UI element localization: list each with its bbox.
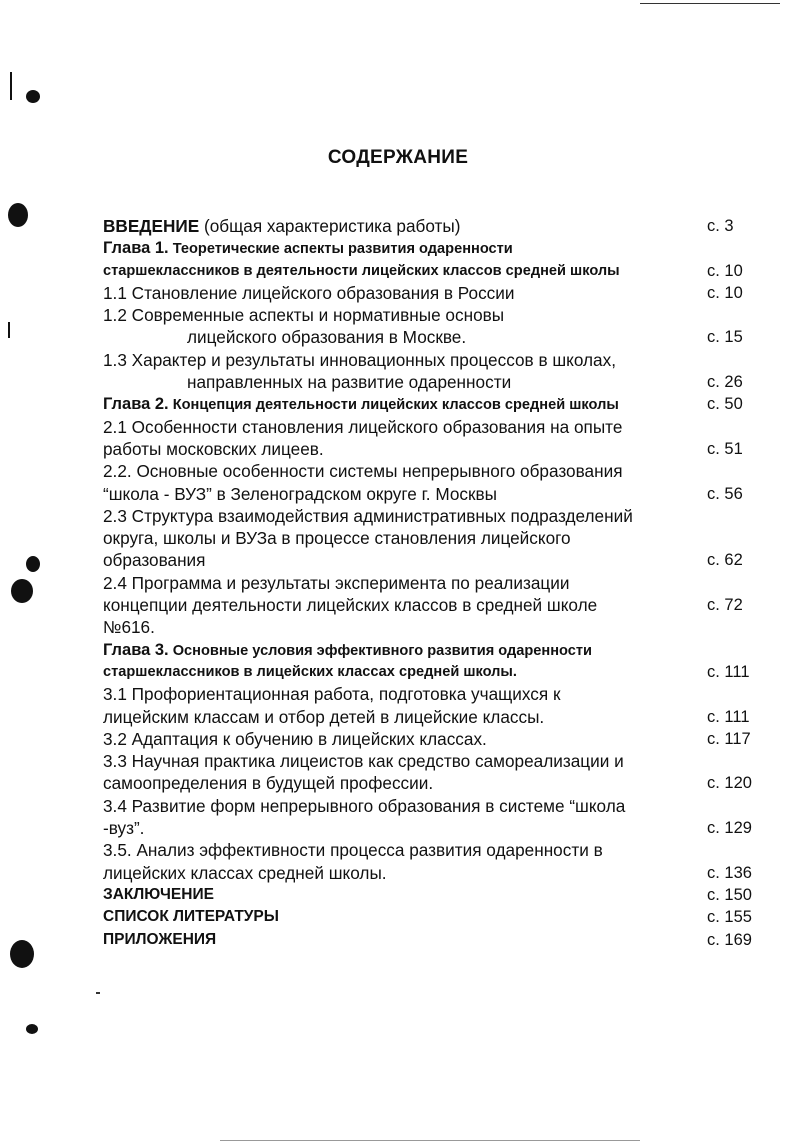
page-number: с. 10: [707, 261, 743, 280]
toc-chapter: [103, 237, 783, 259]
toc-chapter-cont: [103, 661, 783, 683]
entry-text: лицейским классам и отбор детей в лицейские классы.: [103, 706, 545, 727]
toc-entry: [103, 460, 783, 482]
entry-text: ЗАКЛЮЧЕНИЕ: [103, 885, 214, 903]
scan-edge-mark: [8, 322, 10, 338]
page-number: с. 150: [707, 885, 752, 904]
scan-speck: [96, 992, 100, 994]
toc-entry-cont: [103, 616, 783, 638]
toc-entry-cont: [103, 371, 783, 393]
page-number: с. 26: [707, 373, 743, 392]
chapter-number: Глава 2.: [103, 395, 169, 414]
entry-text: 2.1 Особенности становления лицейского образования на опыте: [103, 416, 623, 437]
toc-entry-cont: [103, 706, 783, 728]
entry-text: самоопределения в будущей профессии.: [103, 773, 434, 794]
toc-entry: [103, 282, 783, 304]
entry-text: старшеклассников в лицейских классах средней школы.: [103, 663, 517, 680]
toc-entry-cont: [103, 438, 783, 460]
page-number: с. 155: [707, 908, 752, 927]
entry-label-bold: ВВЕДЕНИЕ: [103, 216, 200, 236]
binder-hole-mark: [26, 556, 40, 572]
page-number: с. 10: [707, 283, 743, 302]
toc-entry: [103, 750, 783, 772]
toc-entry-cont: [103, 594, 783, 616]
entry-text: 3.4 Развитие форм непрерывного образования в системе “школа: [103, 795, 626, 816]
entry-text: 1.3 Характер и результаты инновационных процессов в школах,: [103, 349, 616, 370]
toc-entry: [103, 728, 783, 750]
page-number: с. 15: [707, 328, 743, 347]
entry-text: 1.1 Становление лицейского образования в России: [103, 282, 515, 303]
toc-section-references: [103, 906, 783, 928]
entry-text: 3.5. Анализ эффективности процесса развития одаренности в: [103, 840, 603, 861]
entry-text: №616.: [103, 617, 155, 638]
entry-text: (общая характеристика работы): [204, 216, 461, 236]
page-number: с. 111: [707, 707, 750, 726]
page-number: с. 62: [707, 551, 743, 570]
page-number: с. 169: [707, 930, 752, 949]
toc-entry: [103, 349, 783, 371]
entry-text: “школа - ВУЗ” в Зеленоградском округе г. Москвы: [103, 483, 498, 504]
chapter-number: Глава 3.: [103, 640, 169, 659]
toc-entry: [103, 304, 783, 326]
toc-entry-cont: [103, 862, 783, 884]
toc-entry: [103, 215, 783, 237]
scan-edge-mark: [10, 72, 12, 100]
entry-text: старшеклассников в деятельности лицейских классов средней школы: [103, 262, 620, 279]
entry-text: лицейских классах средней школы.: [103, 862, 387, 883]
entry-text: -вуз”.: [103, 818, 145, 839]
entry-text: Глава 1. Теоретические аспекты развития одаренности: [103, 239, 513, 258]
page-number: с. 129: [707, 819, 752, 838]
entry-text: округа, школы и ВУЗа в процессе становления лицейского: [103, 528, 571, 549]
binder-hole-mark: [26, 90, 40, 103]
toc-entry-cont: [103, 326, 783, 348]
toc-entry: [103, 683, 783, 705]
page-number: с. 111: [707, 662, 750, 681]
entry-text: 3.3 Научная практика лицеистов как средство самореализации и: [103, 751, 624, 772]
toc-chapter: [103, 393, 783, 415]
page-number: с. 51: [707, 439, 743, 458]
chapter-number: Глава 1.: [103, 239, 169, 258]
entry-text: ПРИЛОЖЕНИЯ: [103, 930, 217, 948]
toc-entry-cont: [103, 527, 783, 549]
toc-entry: [103, 416, 783, 438]
entry-text: работы московских лицеев.: [103, 438, 324, 459]
toc-entry: [103, 572, 783, 594]
entry-text: СПИСОК ЛИТЕРАТУРЫ: [103, 908, 279, 926]
page-number: с. 3: [707, 217, 734, 235]
entry-text: 1.2 Современные аспекты и нормативные основы: [103, 305, 505, 326]
toc-section-conclusion: [103, 884, 783, 906]
binder-hole-mark: [11, 579, 33, 603]
entry-text: направленных на развитие одаренности: [187, 372, 512, 393]
entry-text: концепции деятельности лицейских классов в средней школе: [103, 595, 598, 616]
toc-entry: [103, 839, 783, 861]
entry-text: лицейского образования в Москве.: [187, 327, 467, 348]
toc-section-appendices: [103, 929, 783, 951]
entry-text: 2.4 Программа и результаты эксперимента по реализации: [103, 572, 570, 593]
toc-entry: [103, 505, 783, 527]
toc-entry-cont: [103, 549, 783, 571]
toc-entry-cont: [103, 483, 783, 505]
page-number: с. 56: [707, 484, 743, 503]
page-number: с. 72: [707, 596, 743, 615]
table-of-contents: [103, 215, 783, 951]
toc-chapter-cont: [103, 260, 783, 282]
entry-text: Глава 3. Основные условия эффективного развития одаренности: [103, 640, 593, 659]
entry-text: 3.2 Адаптация к обучению в лицейских классах.: [103, 728, 487, 749]
page-number: с. 136: [707, 863, 752, 882]
scan-top-rule: [640, 3, 780, 4]
toc-entry: [103, 795, 783, 817]
page-number: с. 120: [707, 774, 752, 793]
page-title: СОДЕРЖАНИЕ: [327, 147, 469, 168]
binder-hole-mark: [10, 940, 34, 968]
scan-bottom-rule: [220, 1140, 640, 1141]
toc-entry-cont: [103, 772, 783, 794]
binder-hole-mark: [8, 203, 28, 227]
binder-hole-mark: [26, 1024, 38, 1034]
entry-text: образования: [103, 550, 206, 571]
entry-text: 3.1 Профориентационная работа, подготовка учащихся к: [103, 684, 561, 705]
entry-text: 2.3 Структура взаимодействия административных подразделений: [103, 505, 633, 526]
toc-entry-cont: [103, 817, 783, 839]
page-number: с. 117: [707, 729, 751, 748]
entry-text: 2.2. Основные особенности системы непрерывного образования: [103, 461, 623, 482]
page-number: с. 50: [707, 395, 743, 414]
entry-text: Глава 2. Концепция деятельности лицейских классов средней школы: [103, 395, 619, 414]
toc-chapter: [103, 639, 783, 661]
